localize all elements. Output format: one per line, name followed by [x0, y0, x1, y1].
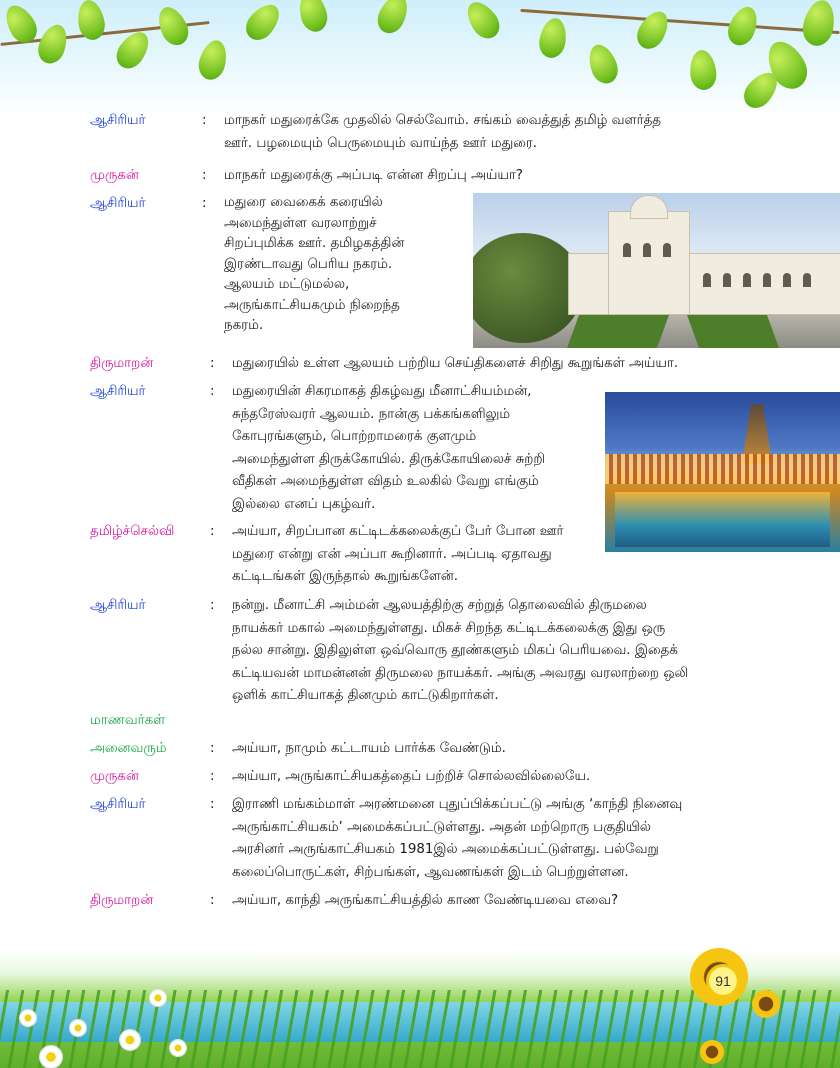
speaker-label: அனைவரும் [90, 741, 167, 756]
window-shape [663, 243, 671, 257]
speech-line: கோபுரங்களும், பொற்றாமரைக் குளமும் [232, 429, 477, 445]
speech-text [232, 595, 752, 708]
speaker-label: திருமாறன் [90, 356, 154, 371]
speech-line: அய்யா, சிறப்பான கட்டிடக்கலைக்குப் பேர் போன ஊர் [232, 524, 564, 539]
speech-line: மதுரையின் சிகரமாகத் திகழ்வது மீனாட்சியம்மன், [232, 384, 532, 399]
window-shape [623, 243, 631, 257]
colon: : [210, 524, 215, 539]
lit-corridor-shape [605, 454, 840, 484]
leaf-icon [240, 0, 286, 46]
sunflower-icon [700, 1040, 724, 1064]
leaf-icon [537, 16, 570, 60]
speaker-label: திருமாறன் [90, 893, 154, 908]
speech-line: கலைப்பொருட்கள், சிற்பங்கள், ஆவணங்கள் இடம் பெற்றுள்ளன. [232, 864, 629, 880]
daisy-icon [150, 990, 166, 1006]
speech-line: மதுரை என்று என் அப்பா கூறினார். அப்படி ஏதாவது [232, 546, 552, 562]
window-shape [743, 273, 751, 287]
building-dome [630, 195, 668, 219]
leaf-icon [584, 41, 622, 87]
speech-text [232, 738, 752, 761]
speech-line: அய்யா, காந்தி அருங்காட்சியத்தில் காண வேண்டியவை எவை? [232, 893, 619, 908]
building-tower [608, 211, 690, 315]
window-shape [723, 273, 731, 287]
speech-line: ஒளிக் காட்சியாகத் தினமும் காட்டுகிறார்கள். [232, 688, 499, 704]
colon: : [210, 741, 215, 756]
window-shape [763, 273, 771, 287]
speech-text [224, 165, 764, 188]
lawn-shape [567, 315, 669, 348]
speaker-label: ஆசிரியர் [90, 113, 146, 128]
speech-text [224, 193, 464, 337]
speech-line: மதுரையில் உள்ள ஆலயம் பற்றிய செய்திகளைச் சிறிது கூறுங்கள் அய்யா. [232, 356, 679, 371]
speech-line: மாநகர் மதுரைக்கே முதலில் செல்வோம். சங்கம் வைத்துத் தமிழ் வளர்த்த [224, 113, 662, 128]
speaker-label: ஆசிரியர் [90, 384, 146, 399]
speech-line: அய்யா, அருங்காட்சியகத்தைப் பற்றிச் சொல்லவில்லையே. [232, 769, 591, 784]
speaker-label: ஆசிரியர் [90, 196, 146, 211]
colon: : [210, 598, 215, 613]
speech-line: சிறப்புமிக்க ஊர். தமிழகத்தின் [224, 236, 405, 251]
speaker-label: தமிழ்ச்செல்வி [90, 524, 175, 539]
page-number: 91 [706, 964, 740, 998]
window-shape [643, 243, 651, 257]
sky-banner [0, 0, 840, 120]
leaf-icon [295, 0, 330, 35]
speech-line: அமைந்துள்ள வரலாற்றுச் [224, 215, 377, 231]
speech-line: கட்டிடங்கள் இருந்தால் கூறுங்களேன். [232, 569, 459, 585]
leaf-icon [373, 0, 413, 38]
colon: : [202, 113, 207, 128]
speech-line: இல்லை எனப் புகழ்வர். [232, 496, 376, 512]
colon: : [210, 893, 215, 908]
leaf-icon [688, 49, 717, 91]
daisy-icon [70, 1020, 86, 1036]
leaf-icon [195, 37, 230, 82]
meenakshi-temple-photo [605, 392, 840, 552]
speech-line: ஊர். பழமையும் பெருமையும் வாய்ந்த ஊர் மதுரை. [224, 135, 538, 151]
speech-line: அரசினர் அருங்காட்சியகம் 1981இல் அமைக்கப்பட்டுள்ளது. பல்வேறு [232, 842, 659, 858]
speech-text [224, 110, 764, 155]
speech-line: ஆலயம் மட்டுமல்ல, [224, 277, 350, 292]
speech-line: அய்யா, நாமும் கட்டாயம் பார்க்க வேண்டும். [232, 741, 506, 756]
speaker-label: முருகன் [90, 168, 139, 183]
daisy-icon [120, 1030, 140, 1050]
branch-decoration [520, 9, 839, 34]
daisy-icon [20, 1010, 36, 1026]
temple-tank-shape [615, 492, 830, 547]
speech-line: அமைந்துள்ள திருக்கோயில். திருக்கோயிலைச் சுற்றி [232, 451, 545, 467]
leaf-icon [461, 0, 505, 44]
speech-line: நகரம். [224, 318, 264, 333]
speaker-label: மாணவர்கள் [90, 713, 166, 728]
speech-line: அருங்காட்சியகமும் நிறைந்த [224, 297, 400, 313]
speaker-label: ஆசிரியர் [90, 598, 146, 613]
speech-text [232, 794, 752, 884]
speaker-label: ஆசிரியர் [90, 797, 146, 812]
speech-line: நல்ல சான்று. இதிலுள்ள ஒவ்வொரு தூண்களும் மிகப் பெரியவை. இதைக் [232, 643, 678, 659]
colon: : [210, 797, 215, 812]
speech-text [232, 381, 594, 517]
daisy-icon [40, 1046, 62, 1068]
speech-text [232, 353, 772, 376]
leaf-icon [800, 0, 839, 49]
speech-line: மதுரை வைகைக் கரையில் [224, 195, 383, 210]
speech-line: நன்று. மீனாட்சி அம்மன் ஆலயத்திற்கு சற்றுத் தொலைவில் திருமலை [232, 598, 647, 613]
colon: : [210, 769, 215, 784]
daisy-icon [170, 1040, 186, 1056]
lawn-shape [687, 315, 779, 348]
colon: : [210, 356, 215, 371]
speech-line: நாயக்கர் மகால் அமைந்துள்ளது. மிகச் சிறந்த கட்டிடக்கலைக்கு இது ஒரு [232, 620, 666, 636]
speech-text [232, 521, 594, 589]
window-shape [703, 273, 711, 287]
colon: : [202, 168, 207, 183]
speech-line: மாநகர் மதுரைக்கு அப்படி என்ன சிறப்பு அய்யா? [224, 168, 523, 183]
speech-text [232, 766, 752, 789]
colon: : [210, 384, 215, 399]
speech-line: சுந்தரேஸ்வரர் ஆலயம். நான்கு பக்கங்களிலும் [232, 406, 511, 422]
speech-line: இரண்டாவது பெரிய நகரம். [224, 256, 393, 272]
speech-text [232, 890, 772, 913]
madurai-palace-photo [473, 193, 840, 348]
leaf-icon [632, 6, 675, 54]
speech-line: கட்டியவன் மாமன்னன் திருமலை நாயக்கர். அங்கு அவரது வரலாற்றை ஒலி [232, 665, 689, 681]
speech-line: வீதிகள் அமைந்துள்ள விதம் உலகில் வேறு எங்கும் [232, 474, 539, 490]
speech-line: அருங்காட்சியகம்’ அமைக்கப்பட்டுள்ளது. அதன் மற்றொரு பகுதியில் [232, 819, 651, 835]
speaker-label: முருகன் [90, 769, 139, 784]
sunflower-icon [752, 990, 780, 1018]
leaf-icon [34, 21, 72, 67]
colon: : [202, 196, 207, 211]
leaf-icon [153, 2, 193, 49]
tree-shape [473, 233, 583, 343]
speech-line: இராணி மங்கம்மாள் அரண்மனை புதுப்பிக்கப்பட்டு அங்கு ‘காந்தி நினைவு [232, 797, 683, 812]
window-shape [783, 273, 791, 287]
window-shape [803, 273, 811, 287]
